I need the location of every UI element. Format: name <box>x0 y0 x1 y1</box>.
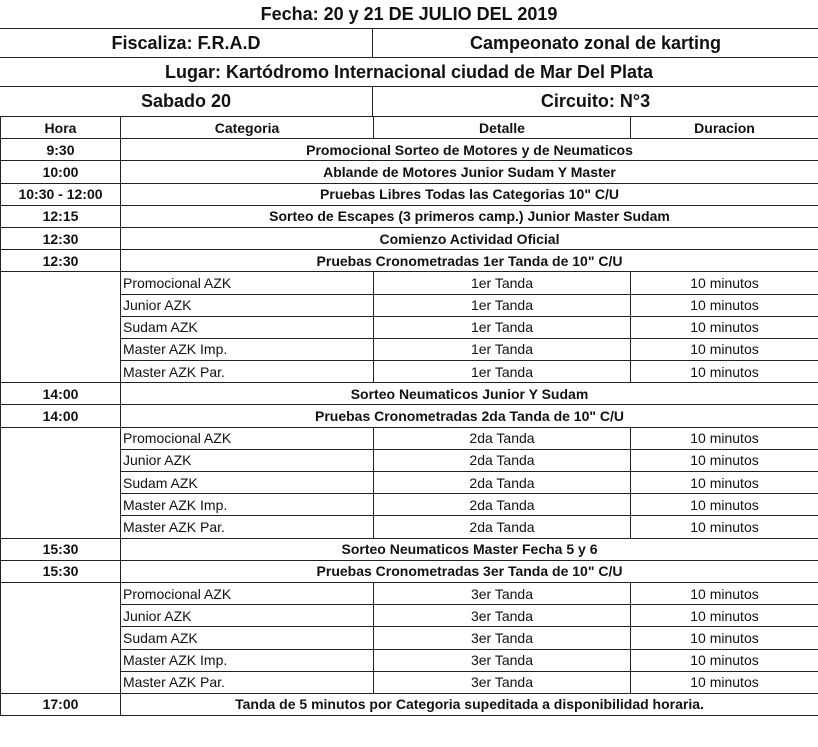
tanda-row <box>1 361 818 383</box>
event-hora: 14:00 <box>1 405 121 427</box>
event-hora: 17:00 <box>1 693 121 715</box>
tanda-row <box>1 294 818 316</box>
duracion-cell: 10 minutos <box>631 582 818 604</box>
categoria-cell: Sudam AZK <box>121 316 374 338</box>
event-row <box>1 161 818 183</box>
duracion-cell: 10 minutos <box>631 516 818 538</box>
lugar-label: Lugar: Kartódromo Internacional ciudad de Mar Del Plata <box>164 61 654 82</box>
blank-hora-cell <box>1 582 121 693</box>
col-detalle: Detalle <box>374 117 631 139</box>
event-hora: 12:30 <box>1 227 121 249</box>
detalle-cell: 1er Tanda <box>374 294 631 316</box>
event-hora: 12:30 <box>1 250 121 272</box>
fiscaliza-label: Fiscaliza: F.R.A.D <box>0 29 373 57</box>
categoria-cell: Junior AZK <box>121 294 374 316</box>
tanda-row <box>1 272 818 294</box>
detalle-cell: 3er Tanda <box>374 605 631 627</box>
day-row <box>0 86 818 116</box>
categoria-cell: Sudam AZK <box>121 472 374 494</box>
tanda-row <box>1 582 818 604</box>
event-row <box>1 383 818 405</box>
tanda-row <box>1 516 818 538</box>
event-text: Sorteo de Escapes (3 primeros camp.) Junior Master Sudam <box>121 205 818 227</box>
tanda-row <box>1 605 818 627</box>
duracion-cell: 10 minutos <box>631 294 818 316</box>
event-text: Sorteo Neumaticos Junior Y Sudam <box>121 383 818 405</box>
event-text: Comienzo Actividad Oficial <box>121 227 818 249</box>
event-text: Tanda de 5 minutos por Categoria supeditada a disponibilidad horaria. <box>121 693 818 715</box>
campeonato-label: Campeonato zonal de karting <box>469 32 722 53</box>
tanda-row <box>1 338 818 360</box>
detalle-cell: 2da Tanda <box>374 449 631 471</box>
duracion-cell: 10 minutos <box>631 449 818 471</box>
event-row <box>1 183 818 205</box>
event-hora: 14:00 <box>1 383 121 405</box>
duracion-cell: 10 minutos <box>631 472 818 494</box>
detalle-cell: 2da Tanda <box>374 494 631 516</box>
event-text: Pruebas Cronometradas 2da Tanda de 10" C/U <box>121 405 818 427</box>
duracion-cell: 10 minutos <box>631 627 818 649</box>
event-row <box>1 693 818 715</box>
categoria-cell: Promocional AZK <box>121 427 374 449</box>
duracion-cell: 10 minutos <box>631 338 818 360</box>
blank-hora-cell <box>1 272 121 383</box>
event-text: Promocional Sorteo de Motores y de Neumaticos <box>121 139 818 161</box>
detalle-cell: 2da Tanda <box>374 516 631 538</box>
tanda-row <box>1 316 818 338</box>
detalle-cell: 3er Tanda <box>374 671 631 693</box>
categoria-cell: Sudam AZK <box>121 627 374 649</box>
categoria-cell: Master AZK Imp. <box>121 649 374 671</box>
categoria-cell: Master AZK Par. <box>121 516 374 538</box>
detalle-cell: 3er Tanda <box>374 582 631 604</box>
fiscaliza-row <box>0 28 818 57</box>
duracion-cell: 10 minutos <box>631 427 818 449</box>
detalle-cell: 3er Tanda <box>374 627 631 649</box>
detalle-cell: 2da Tanda <box>374 427 631 449</box>
event-text: Ablande de Motores Junior Sudam Y Master <box>121 161 818 183</box>
categoria-cell: Master AZK Par. <box>121 671 374 693</box>
tanda-row <box>1 472 818 494</box>
col-hora: Hora <box>1 117 121 139</box>
tanda-row <box>1 627 818 649</box>
tanda-row <box>1 427 818 449</box>
event-hora: 9:30 <box>1 139 121 161</box>
event-hora: 15:30 <box>1 560 121 582</box>
event-row <box>1 205 818 227</box>
event-row <box>1 560 818 582</box>
event-row <box>1 139 818 161</box>
column-header-row <box>1 117 818 139</box>
categoria-cell: Junior AZK <box>121 605 374 627</box>
lugar-row <box>0 57 818 86</box>
detalle-cell: 1er Tanda <box>374 338 631 360</box>
tanda-row <box>1 671 818 693</box>
duracion-cell: 10 minutos <box>631 494 818 516</box>
fecha-title: Fecha: 20 y 21 DE JULIO DEL 2019 <box>260 3 558 24</box>
event-row <box>1 405 818 427</box>
categoria-cell: Junior AZK <box>121 449 374 471</box>
event-hora: 15:30 <box>1 538 121 560</box>
col-duracion: Duracion <box>631 117 818 139</box>
tanda-row <box>1 649 818 671</box>
event-row <box>1 250 818 272</box>
categoria-cell: Master AZK Imp. <box>121 338 374 360</box>
event-row <box>1 227 818 249</box>
duracion-cell: 10 minutos <box>631 316 818 338</box>
event-hora: 10:30 - 12:00 <box>1 183 121 205</box>
duracion-cell: 10 minutos <box>631 361 818 383</box>
detalle-cell: 1er Tanda <box>374 272 631 294</box>
dia-label: Sabado 20 <box>0 87 373 116</box>
blank-hora-cell <box>1 427 121 538</box>
detalle-cell: 1er Tanda <box>374 316 631 338</box>
event-hora: 10:00 <box>1 161 121 183</box>
tanda-row <box>1 494 818 516</box>
event-hora: 12:15 <box>1 205 121 227</box>
col-categoria: Categoria <box>121 117 374 139</box>
event-text: Pruebas Libres Todas las Categorias 10" C/U <box>121 183 818 205</box>
circuito-label: Circuito: N°3 <box>540 91 651 111</box>
event-row <box>1 538 818 560</box>
categoria-cell: Master AZK Imp. <box>121 494 374 516</box>
event-text: Pruebas Cronometradas 1er Tanda de 10" C/U <box>121 250 818 272</box>
detalle-cell: 3er Tanda <box>374 649 631 671</box>
detalle-cell: 2da Tanda <box>374 472 631 494</box>
categoria-cell: Promocional AZK <box>121 582 374 604</box>
detalle-cell: 1er Tanda <box>374 361 631 383</box>
event-text: Sorteo Neumaticos Master Fecha 5 y 6 <box>121 538 818 560</box>
duracion-cell: 10 minutos <box>631 272 818 294</box>
categoria-cell: Promocional AZK <box>121 272 374 294</box>
event-text: Pruebas Cronometradas 3er Tanda de 10" C/U <box>121 560 818 582</box>
tanda-row <box>1 449 818 471</box>
duracion-cell: 10 minutos <box>631 649 818 671</box>
categoria-cell: Master AZK Par. <box>121 361 374 383</box>
schedule-table <box>0 116 818 716</box>
duracion-cell: 10 minutos <box>631 671 818 693</box>
duracion-cell: 10 minutos <box>631 605 818 627</box>
